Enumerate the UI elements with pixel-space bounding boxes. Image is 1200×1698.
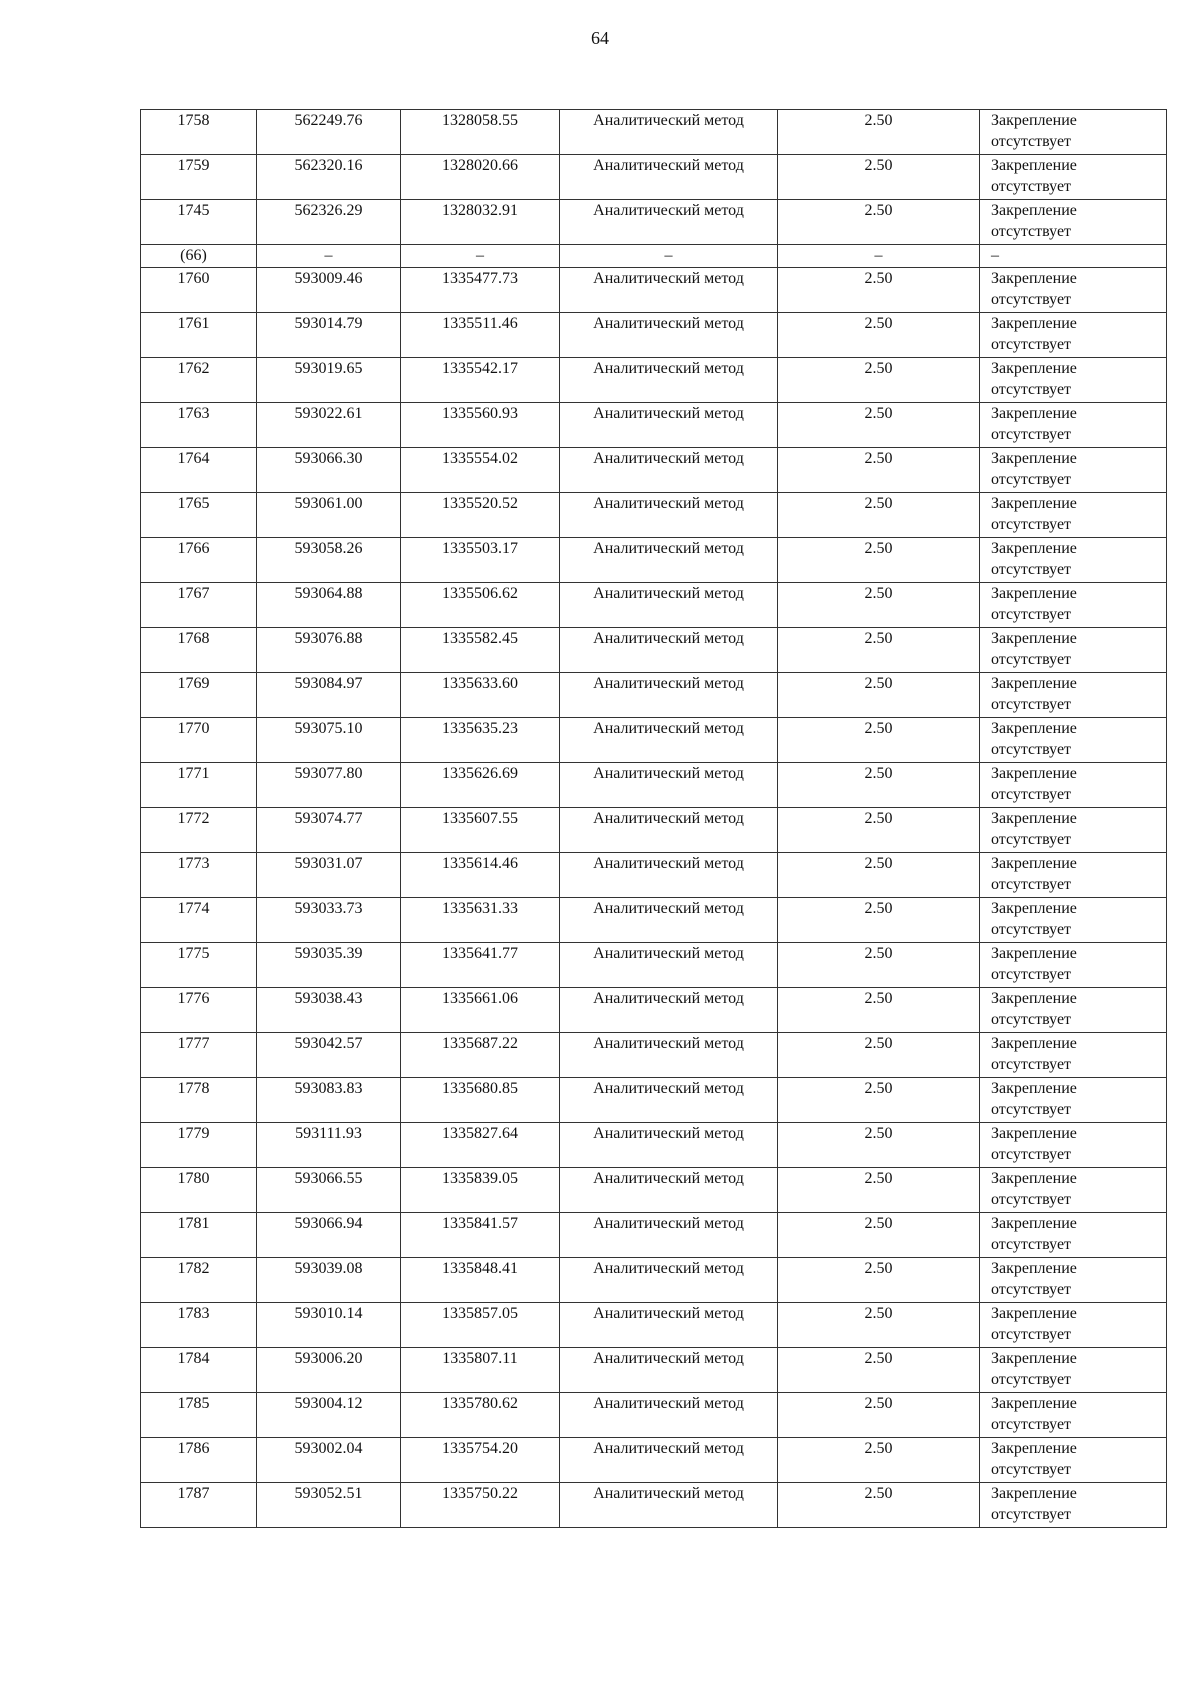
description-line-1: Закрепление [991,810,1077,827]
method-cell: Аналитический метод [560,1033,778,1078]
point-number-cell: (66) [141,245,257,268]
table-row [141,538,1167,583]
point-number-cell: 1784 [141,1348,257,1393]
accuracy-cell: – [778,245,980,268]
description-line-2: отсутствует [991,651,1072,668]
description-cell [980,313,1167,358]
description-cell [980,268,1167,313]
y-coordinate-cell: 1335807.11 [401,1348,560,1393]
point-number-cell: 1777 [141,1033,257,1078]
description-line-1: Закрепление [991,315,1077,332]
x-coordinate-cell: 593019.65 [257,358,401,403]
accuracy-cell: 2.50 [778,268,980,313]
x-coordinate-cell: 593004.12 [257,1393,401,1438]
accuracy-cell: 2.50 [778,403,980,448]
description-line-1: Закрепление [991,1305,1077,1322]
description-cell [980,538,1167,583]
table-row [141,268,1167,313]
description-cell [980,1123,1167,1168]
description-cell [980,1078,1167,1123]
description-line-2: отсутствует [991,1056,1072,1073]
accuracy-cell: 2.50 [778,1303,980,1348]
description-cell [980,628,1167,673]
description-cell [980,853,1167,898]
description-line-1: Закрепление [991,720,1077,737]
description-line-1: Закрепление [991,1215,1077,1232]
x-coordinate-cell: 593066.94 [257,1213,401,1258]
method-cell: Аналитический метод [560,1213,778,1258]
point-number-cell: 1775 [141,943,257,988]
point-number-cell: 1781 [141,1213,257,1258]
description-line-1: Закрепление [991,360,1077,377]
accuracy-cell: 2.50 [778,808,980,853]
accuracy-cell: 2.50 [778,538,980,583]
y-coordinate-cell: 1335857.05 [401,1303,560,1348]
x-coordinate-cell: 593058.26 [257,538,401,583]
description-cell [980,1483,1167,1528]
point-number-cell: 1765 [141,493,257,538]
method-cell: Аналитический метод [560,538,778,583]
accuracy-cell: 2.50 [778,1213,980,1258]
method-cell: Аналитический метод [560,808,778,853]
x-coordinate-cell: 593035.39 [257,943,401,988]
accuracy-cell: 2.50 [778,628,980,673]
x-coordinate-cell: 593066.55 [257,1168,401,1213]
method-cell: Аналитический метод [560,448,778,493]
description-cell [980,1213,1167,1258]
accuracy-cell: 2.50 [778,853,980,898]
description-line-2: отсутствует [991,561,1072,578]
accuracy-cell: 2.50 [778,718,980,763]
description-line-2: отсутствует [991,133,1072,150]
x-coordinate-cell: – [257,245,401,268]
description-cell [980,1393,1167,1438]
description-cell [980,1303,1167,1348]
point-number-cell: 1763 [141,403,257,448]
point-number-cell: 1785 [141,1393,257,1438]
table-row [141,1033,1167,1078]
description-line-2: отсутствует [991,606,1072,623]
description-line-1: Закрепление [991,1170,1077,1187]
description-line-2: отсутствует [991,921,1072,938]
y-coordinate-cell: 1335780.62 [401,1393,560,1438]
accuracy-cell: 2.50 [778,943,980,988]
description-cell [980,155,1167,200]
y-coordinate-cell: 1335750.22 [401,1483,560,1528]
x-coordinate-cell: 593009.46 [257,268,401,313]
y-coordinate-cell: 1335582.45 [401,628,560,673]
method-cell: Аналитический метод [560,1483,778,1528]
description-line-2: отсутствует [991,1191,1072,1208]
description-cell [980,988,1167,1033]
x-coordinate-cell: 593033.73 [257,898,401,943]
accuracy-cell: 2.50 [778,1168,980,1213]
x-coordinate-cell: 593111.93 [257,1123,401,1168]
x-coordinate-cell: 593006.20 [257,1348,401,1393]
description-cell [980,1168,1167,1213]
method-cell: Аналитический метод [560,1258,778,1303]
table-row [141,988,1167,1033]
page-number: 64 [591,28,609,48]
y-coordinate-cell: 1335839.05 [401,1168,560,1213]
point-number-cell: 1762 [141,358,257,403]
description-cell [980,245,1167,268]
table-row [141,763,1167,808]
x-coordinate-cell: 593077.80 [257,763,401,808]
description-line-1: Закрепление [991,1260,1077,1277]
description-cell [980,448,1167,493]
accuracy-cell: 2.50 [778,1258,980,1303]
description-line-1: Закрепление [991,495,1077,512]
description-cell [980,200,1167,245]
table-row [141,313,1167,358]
accuracy-cell: 2.50 [778,448,980,493]
y-coordinate-cell: 1335841.57 [401,1213,560,1258]
description-cell [980,403,1167,448]
description-line-1: Закрепление [991,585,1077,602]
accuracy-cell: 2.50 [778,155,980,200]
description-line-2: отсутствует [991,426,1072,443]
description-line-1: Закрепление [991,630,1077,647]
table-row [141,493,1167,538]
point-number-cell: 1772 [141,808,257,853]
table-row [141,110,1167,155]
method-cell: Аналитический метод [560,155,778,200]
point-number-cell: 1760 [141,268,257,313]
accuracy-cell: 2.50 [778,1078,980,1123]
method-cell: Аналитический метод [560,1393,778,1438]
description-line-1: Закрепление [991,202,1077,219]
description-line-2: отсутствует [991,966,1072,983]
description-line-1: Закрепление [991,945,1077,962]
description-line-1: Закрепление [991,112,1077,129]
description-line-2: отсутствует [991,1236,1072,1253]
table-row [141,358,1167,403]
x-coordinate-cell: 562249.76 [257,110,401,155]
point-number-cell: 1767 [141,583,257,628]
point-number-cell: 1771 [141,763,257,808]
y-coordinate-cell: 1335554.02 [401,448,560,493]
y-coordinate-cell: 1328058.55 [401,110,560,155]
table-row [141,1438,1167,1483]
point-number-cell: 1782 [141,1258,257,1303]
y-coordinate-cell: 1335848.41 [401,1258,560,1303]
x-coordinate-cell: 593002.04 [257,1438,401,1483]
description-line-2: отсутствует [991,1506,1072,1523]
description-line-2: отсутствует [991,696,1072,713]
x-coordinate-cell: 593010.14 [257,1303,401,1348]
description-line-1: Закрепление [991,900,1077,917]
y-coordinate-cell: 1335506.62 [401,583,560,628]
table-row [141,583,1167,628]
point-number-cell: 1759 [141,155,257,200]
description-line-2: отсутствует [991,1281,1072,1298]
method-cell: Аналитический метод [560,493,778,538]
description-line-1: Закрепление [991,855,1077,872]
description-line-2: отсутствует [991,1371,1072,1388]
y-coordinate-cell: 1335614.46 [401,853,560,898]
method-cell: Аналитический метод [560,200,778,245]
accuracy-cell: 2.50 [778,313,980,358]
x-coordinate-cell: 593076.88 [257,628,401,673]
x-coordinate-cell: 593014.79 [257,313,401,358]
method-cell: Аналитический метод [560,628,778,673]
table-row [141,1393,1167,1438]
description-line-2: отсутствует [991,1326,1072,1343]
table-row [141,898,1167,943]
y-coordinate-cell: 1328032.91 [401,200,560,245]
description-line-1: Закрепление [991,1395,1077,1412]
x-coordinate-cell: 593031.07 [257,853,401,898]
table-row [141,403,1167,448]
description-line-2: отсутствует [991,876,1072,893]
y-coordinate-cell: 1335503.17 [401,538,560,583]
point-number-cell: 1778 [141,1078,257,1123]
description-line-2: отсутствует [991,1101,1072,1118]
method-cell: Аналитический метод [560,943,778,988]
description-line-1: Закрепление [991,1125,1077,1142]
method-cell: Аналитический метод [560,898,778,943]
accuracy-cell: 2.50 [778,1033,980,1078]
table-row [141,1168,1167,1213]
table-body [141,110,1167,1528]
y-coordinate-cell: 1335520.52 [401,493,560,538]
description-line-2: отсутствует [991,516,1072,533]
description-cell [980,1258,1167,1303]
method-cell: Аналитический метод [560,763,778,808]
x-coordinate-cell: 562320.16 [257,155,401,200]
table-row [141,853,1167,898]
table-row [141,1348,1167,1393]
y-coordinate-cell: 1335680.85 [401,1078,560,1123]
y-coordinate-cell: 1335560.93 [401,403,560,448]
point-number-cell: 1787 [141,1483,257,1528]
point-number-cell: 1773 [141,853,257,898]
point-number-cell: 1761 [141,313,257,358]
x-coordinate-cell: 593074.77 [257,808,401,853]
description-line-1: Закрепление [991,675,1077,692]
description-line-2: отсутствует [991,336,1072,353]
point-number-cell: 1770 [141,718,257,763]
description-line-1: Закрепление [991,1440,1077,1457]
y-coordinate-cell: 1335542.17 [401,358,560,403]
table-row [141,1303,1167,1348]
method-cell: Аналитический метод [560,1123,778,1168]
y-coordinate-cell: 1335477.73 [401,268,560,313]
accuracy-cell: 2.50 [778,1123,980,1168]
accuracy-cell: 2.50 [778,1348,980,1393]
accuracy-cell: 2.50 [778,898,980,943]
method-cell: Аналитический метод [560,673,778,718]
point-number-cell: 1780 [141,1168,257,1213]
accuracy-cell: 2.50 [778,200,980,245]
description-line-1: Закрепление [991,1485,1077,1502]
description-line-1: Закрепление [991,540,1077,557]
point-number-cell: 1768 [141,628,257,673]
description-line-2: отсутствует [991,831,1072,848]
description-line-1: Закрепление [991,157,1077,174]
table-row [141,448,1167,493]
accuracy-cell: 2.50 [778,763,980,808]
accuracy-cell: 2.50 [778,493,980,538]
table-row [141,673,1167,718]
x-coordinate-cell: 593066.30 [257,448,401,493]
y-coordinate-cell: 1335827.64 [401,1123,560,1168]
accuracy-cell: 2.50 [778,1483,980,1528]
x-coordinate-cell: 593042.57 [257,1033,401,1078]
y-coordinate-cell: 1335641.77 [401,943,560,988]
y-coordinate-cell: 1335687.22 [401,1033,560,1078]
x-coordinate-cell: 593038.43 [257,988,401,1033]
method-cell: Аналитический метод [560,1078,778,1123]
description-cell [980,358,1167,403]
description-cell [980,1348,1167,1393]
point-number-cell: 1745 [141,200,257,245]
y-coordinate-cell: 1328020.66 [401,155,560,200]
description-line-2: отсутствует [991,1146,1072,1163]
table-row [141,1258,1167,1303]
y-coordinate-cell: 1335635.23 [401,718,560,763]
x-coordinate-cell: 593075.10 [257,718,401,763]
table-row [141,808,1167,853]
y-coordinate-cell: 1335626.69 [401,763,560,808]
table-row [141,1483,1167,1528]
description-line-1: Закрепление [991,1035,1077,1052]
description-line-2: отсутствует [991,741,1072,758]
table-row [141,628,1167,673]
accuracy-cell: 2.50 [778,1393,980,1438]
method-cell: – [560,245,778,268]
method-cell: Аналитический метод [560,1438,778,1483]
description-cell [980,1438,1167,1483]
table-row [141,155,1167,200]
y-coordinate-cell: 1335633.60 [401,673,560,718]
x-coordinate-cell: 593022.61 [257,403,401,448]
point-number-cell: 1758 [141,110,257,155]
description-line-2: отсутствует [991,381,1072,398]
description-cell [980,808,1167,853]
x-coordinate-cell: 593084.97 [257,673,401,718]
table-row [141,943,1167,988]
method-cell: Аналитический метод [560,1348,778,1393]
y-coordinate-cell: – [401,245,560,268]
description-cell [980,673,1167,718]
accuracy-cell: 2.50 [778,1438,980,1483]
description-line-2: отсутствует [991,223,1072,240]
accuracy-cell: 2.50 [778,110,980,155]
description-cell [980,943,1167,988]
table-row [141,245,1167,268]
method-cell: Аналитический метод [560,1168,778,1213]
description-line-2: отсутствует [991,471,1072,488]
table-row [141,200,1167,245]
method-cell: Аналитический метод [560,268,778,313]
y-coordinate-cell: 1335661.06 [401,988,560,1033]
method-cell: Аналитический метод [560,718,778,763]
description-line-1: Закрепление [991,990,1077,1007]
x-coordinate-cell: 593061.00 [257,493,401,538]
accuracy-cell: 2.50 [778,358,980,403]
table-row [141,1078,1167,1123]
x-coordinate-cell: 593052.51 [257,1483,401,1528]
point-number-cell: 1779 [141,1123,257,1168]
method-cell: Аналитический метод [560,853,778,898]
method-cell: Аналитический метод [560,110,778,155]
point-number-cell: 1764 [141,448,257,493]
description-cell [980,898,1167,943]
accuracy-cell: 2.50 [778,673,980,718]
description-cell [980,718,1167,763]
y-coordinate-cell: 1335631.33 [401,898,560,943]
y-coordinate-cell: 1335607.55 [401,808,560,853]
method-cell: Аналитический метод [560,1303,778,1348]
description-line-1: Закрепление [991,765,1077,782]
point-number-cell: 1783 [141,1303,257,1348]
method-cell: Аналитический метод [560,358,778,403]
description-cell [980,110,1167,155]
description-line-2: отсутствует [991,178,1072,195]
description-line-1: Закрепление [991,450,1077,467]
method-cell: Аналитический метод [560,403,778,448]
description-line-2: отсутствует [991,1416,1072,1433]
description-line-2: отсутствует [991,1461,1072,1478]
x-coordinate-cell: 593064.88 [257,583,401,628]
point-number-cell: 1786 [141,1438,257,1483]
description-line-2: отсутствует [991,1011,1072,1028]
x-coordinate-cell: 593083.83 [257,1078,401,1123]
description-line-1: Закрепление [991,1350,1077,1367]
description-line-1: Закрепление [991,270,1077,287]
method-cell: Аналитический метод [560,583,778,628]
method-cell: Аналитический метод [560,313,778,358]
table-row [141,718,1167,763]
table-row [141,1123,1167,1168]
accuracy-cell: 2.50 [778,583,980,628]
coordinates-table [140,109,1167,1528]
description-line-1: Закрепление [991,405,1077,422]
y-coordinate-cell: 1335511.46 [401,313,560,358]
description-line-2: отсутствует [991,291,1072,308]
description-line-1: – [991,247,999,264]
accuracy-cell: 2.50 [778,988,980,1033]
x-coordinate-cell: 593039.08 [257,1258,401,1303]
point-number-cell: 1774 [141,898,257,943]
description-cell [980,493,1167,538]
method-cell: Аналитический метод [560,988,778,1033]
table-row [141,1213,1167,1258]
point-number-cell: 1769 [141,673,257,718]
point-number-cell: 1776 [141,988,257,1033]
description-line-1: Закрепление [991,1080,1077,1097]
description-cell [980,1033,1167,1078]
description-cell [980,583,1167,628]
description-line-2: отсутствует [991,786,1072,803]
description-cell [980,763,1167,808]
point-number-cell: 1766 [141,538,257,583]
x-coordinate-cell: 562326.29 [257,200,401,245]
y-coordinate-cell: 1335754.20 [401,1438,560,1483]
